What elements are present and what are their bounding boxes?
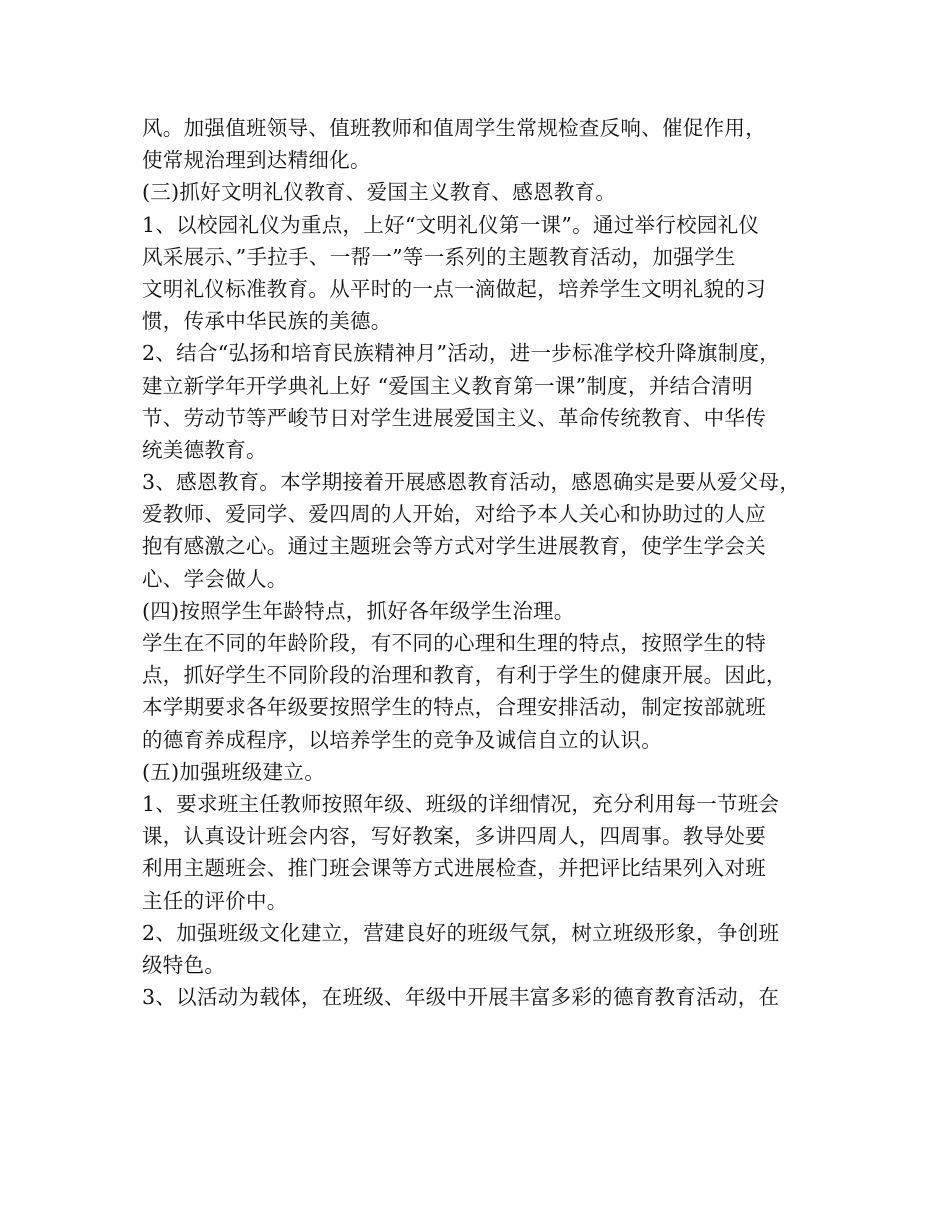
text-line: 课，认真设计班会内容，写好教案，多讲四周人，四周事。教导处要 (142, 824, 766, 849)
section-heading: (四)按照学生年龄特点，抓好各年级学生治理。 (142, 598, 575, 623)
text-line: 本学期要求各年级要按照学生的特点，合理安排活动，制定按部就班 (142, 695, 766, 720)
text-line: 点，抓好学生不同阶段的治理和教育，有利于学生的健康开展。因此， (142, 663, 787, 688)
document-body (142, 112, 822, 1013)
section-heading: (三)抓好文明礼仪教育、爱国主义教育、感恩教育。 (142, 180, 617, 205)
text-line: 3、感恩教育。本学期接着开展感恩教育活动，感恩确实是要从爱父母， (142, 470, 801, 495)
text-line: 级特色。 (142, 952, 226, 977)
text-line: 爱教师、爱同学、爱四周的人开始，对给予本人关心和协助过的人应 (142, 502, 766, 527)
text-line: 心、学会做人。 (142, 566, 288, 591)
text-line: 1、以校园礼仪为重点，上好“文明礼仪第一课”。通过举行校园礼仪 (142, 212, 760, 237)
text-line: 主任的评价中。 (142, 888, 288, 913)
text-line: 文明礼仪标准教育。从平时的一点一滴做起，培养学生文明礼貌的习 (142, 276, 766, 301)
text-line: 的德育养成程序，以培养学生的竞争及诚信自立的认识。 (142, 727, 662, 752)
text-line: 2、结合“弘扬和培育民族精神月”活动，进一步标准学校升降旗制度， (142, 341, 781, 366)
text-line: 风。加强值班领导、值班教师和值周学生常规检查反响、催促作用， (142, 116, 766, 140)
text-line: 统美德教育。 (142, 437, 267, 462)
text-line: 2、加强班级文化建立，营建良好的班级气氛，树立班级形象，争创班 (142, 920, 780, 945)
text-line: 抱有感激之心。通过主题班会等方式对学生进展教育，使学生学会关 (142, 534, 766, 559)
text-line: 利用主题班会、推门班会课等方式进展检查，并把评比结果列入对班 (142, 856, 766, 881)
text-line: 1、要求班主任教师按照年级、班级的详细情况，充分利用每一节班会 (142, 791, 780, 816)
text-line: 使常规治理到达精细化。 (142, 148, 371, 173)
text-line: 风采展示、”手拉手、一帮一”等一系列的主题教育活动，加强学生 (142, 244, 736, 269)
section-heading: (五)加强班级建立。 (142, 759, 325, 784)
text-line: 惯，传承中华民族的美德。 (142, 309, 392, 334)
text-line: 建立新学年开学典礼上好 “爱国主义教育第一课”制度，并结合清明 (142, 373, 753, 398)
text-line: 节、劳动节等严峻节日对学生进展爱国主义、革命传统教育、中华传 (142, 405, 766, 430)
text-line: 学生在不同的年龄阶段，有不同的心理和生理的特点，按照学生的特 (142, 631, 766, 655)
text-line: 3、以活动为载体，在班级、年级中开展丰富多彩的德育教育活动，在 (142, 985, 780, 1010)
